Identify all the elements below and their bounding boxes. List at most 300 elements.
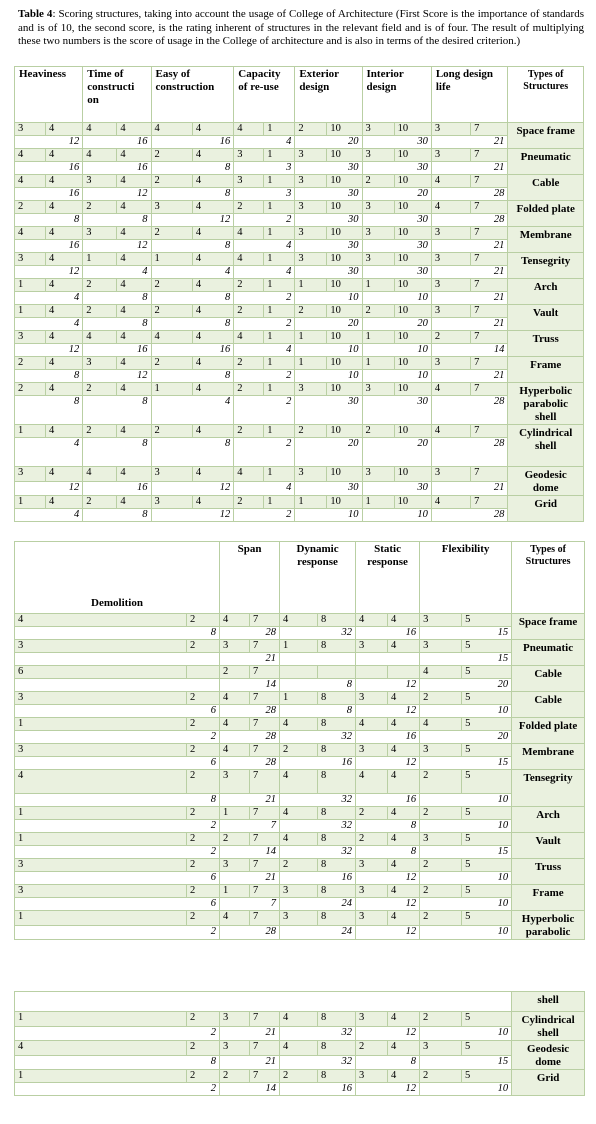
result-score: 21 bbox=[220, 872, 280, 885]
standard-score: 2 bbox=[234, 201, 264, 214]
structure-type: Frame bbox=[512, 885, 585, 911]
scoring-table-1 bbox=[14, 66, 584, 522]
standard-score: 3 bbox=[220, 1041, 250, 1056]
result-score: 8 bbox=[280, 679, 356, 692]
standard-score: 2 bbox=[420, 1070, 462, 1083]
result-score: 32 bbox=[280, 1026, 356, 1041]
demolition-result: 2 bbox=[15, 846, 220, 859]
standard-score: 3 bbox=[362, 383, 394, 396]
standard-score: 2 bbox=[420, 807, 462, 820]
rating-score: 10 bbox=[394, 149, 431, 162]
demolition-rating: 2 bbox=[187, 640, 220, 653]
rating-score: 7 bbox=[250, 614, 280, 627]
rating-score: 7 bbox=[250, 770, 280, 794]
result-score: 12 bbox=[83, 188, 151, 201]
demolition-standard: 1 bbox=[15, 1012, 187, 1027]
standard-score: 1 bbox=[362, 331, 394, 344]
standard-score: 1 bbox=[362, 279, 394, 292]
result-score: 12 bbox=[151, 481, 234, 496]
demolition-result: 2 bbox=[15, 925, 220, 940]
rating-score: 10 bbox=[327, 331, 362, 344]
standard-score: 4 bbox=[83, 123, 117, 136]
rating-score: 1 bbox=[264, 201, 295, 214]
rating-score: 10 bbox=[394, 201, 431, 214]
result-score: 20 bbox=[420, 679, 512, 692]
demolition-standard: 4 bbox=[15, 614, 187, 627]
rating-score: 4 bbox=[192, 357, 233, 370]
rating-score: 10 bbox=[327, 123, 362, 136]
result-score: 21 bbox=[220, 1026, 280, 1041]
result-score: 3 bbox=[234, 162, 295, 175]
result-score: 4 bbox=[234, 266, 295, 279]
standard-score: 2 bbox=[220, 1070, 250, 1083]
standard-score: 1 bbox=[280, 692, 318, 705]
rating-score: 1 bbox=[264, 357, 295, 370]
result-score: 3 bbox=[234, 188, 295, 201]
standard-score: 3 bbox=[362, 149, 394, 162]
result-score: 16 bbox=[15, 162, 83, 175]
rating-score: 7 bbox=[250, 1070, 280, 1083]
result-score: 16 bbox=[151, 136, 234, 149]
result-score: 4 bbox=[234, 344, 295, 357]
rating-score: 8 bbox=[318, 1041, 356, 1056]
rating-score: 7 bbox=[250, 718, 280, 731]
rating-score: 10 bbox=[327, 496, 362, 509]
standard-score: 3 bbox=[15, 467, 46, 482]
result-score: 28 bbox=[431, 509, 508, 522]
rating-score: 5 bbox=[462, 1012, 512, 1027]
demolition-rating: 2 bbox=[187, 859, 220, 872]
column-header: Heaviness bbox=[15, 67, 83, 123]
result-score: 28 bbox=[220, 757, 280, 770]
rating-score: 10 bbox=[394, 357, 431, 370]
result-score: 20 bbox=[295, 318, 362, 331]
standard-score: 4 bbox=[431, 496, 470, 509]
result-score: 4 bbox=[151, 396, 234, 425]
structure-type: Space frame bbox=[512, 614, 585, 640]
rating-score: 1 bbox=[264, 467, 295, 482]
standard-score: 4 bbox=[220, 744, 250, 757]
standard-score: 2 bbox=[83, 201, 117, 214]
standard-score: 2 bbox=[234, 305, 264, 318]
structure-type: Truss bbox=[512, 859, 585, 885]
standard-score: 2 bbox=[295, 425, 327, 438]
result-score: 10 bbox=[420, 925, 512, 940]
rating-score: 4 bbox=[46, 467, 83, 482]
rating-score: 5 bbox=[462, 614, 512, 627]
rating-score: 4 bbox=[117, 357, 151, 370]
standard-score: 4 bbox=[151, 331, 192, 344]
rating-score: 10 bbox=[394, 279, 431, 292]
result-score: 10 bbox=[420, 794, 512, 807]
demolition-standard: 3 bbox=[15, 859, 187, 872]
standard-score: 4 bbox=[280, 614, 318, 627]
standard-score: 2 bbox=[234, 496, 264, 509]
standard-score: 3 bbox=[356, 885, 388, 898]
standard-score: 3 bbox=[356, 911, 388, 926]
result-score: 15 bbox=[420, 653, 512, 666]
result-score: 8 bbox=[356, 1055, 420, 1070]
standard-score: 4 bbox=[280, 718, 318, 731]
result-score: 4 bbox=[151, 266, 234, 279]
standard-score: 4 bbox=[220, 718, 250, 731]
result-score: 12 bbox=[15, 266, 83, 279]
result-score: 10 bbox=[420, 898, 512, 911]
structure-type: Cable bbox=[512, 666, 585, 692]
rating-score: 7 bbox=[471, 383, 508, 396]
column-header: Long design life bbox=[431, 67, 508, 123]
rating-score: 4 bbox=[192, 253, 233, 266]
result-score: 4 bbox=[83, 266, 151, 279]
rating-score: 4 bbox=[192, 383, 233, 396]
rating-score: 5 bbox=[462, 666, 512, 679]
standard-score: 2 bbox=[83, 383, 117, 396]
rating-score: 7 bbox=[250, 911, 280, 926]
rating-score: 8 bbox=[318, 1070, 356, 1083]
demolition-result: 8 bbox=[15, 1055, 220, 1070]
result-score: 10 bbox=[295, 509, 362, 522]
column-header: Static response bbox=[356, 542, 420, 614]
standard-score: 3 bbox=[220, 640, 250, 653]
rating-score: 5 bbox=[462, 859, 512, 872]
result-score: 21 bbox=[431, 266, 508, 279]
result-score: 2 bbox=[234, 509, 295, 522]
standard-score: 1 bbox=[295, 357, 327, 370]
standard-score: 3 bbox=[356, 640, 388, 653]
rating-score: 10 bbox=[394, 331, 431, 344]
demolition-result: 6 bbox=[15, 757, 220, 770]
structure-type: Vault bbox=[512, 833, 585, 859]
rating-score: 4 bbox=[192, 279, 233, 292]
standard-score: 4 bbox=[15, 149, 46, 162]
rating-score: 5 bbox=[462, 640, 512, 653]
standard-score: 2 bbox=[420, 692, 462, 705]
structure-type: Tensegrity bbox=[512, 770, 585, 807]
standard-score: 2 bbox=[151, 425, 192, 438]
standard-score: 3 bbox=[431, 305, 470, 318]
rating-score: 5 bbox=[462, 770, 512, 794]
standard-score: 2 bbox=[15, 383, 46, 396]
demolition-rating: 2 bbox=[187, 692, 220, 705]
result-score: 16 bbox=[280, 872, 356, 885]
standard-score: 2 bbox=[420, 911, 462, 926]
standard-score: 2 bbox=[151, 357, 192, 370]
rating-score: 7 bbox=[471, 357, 508, 370]
result-score: 12 bbox=[15, 481, 83, 496]
result-score: 12 bbox=[15, 136, 83, 149]
rating-score: 4 bbox=[192, 425, 233, 438]
result-score: 20 bbox=[362, 318, 431, 331]
result-score: 32 bbox=[280, 820, 356, 833]
standard-score: 4 bbox=[220, 614, 250, 627]
result-score bbox=[356, 653, 420, 666]
result-score: 4 bbox=[15, 292, 83, 305]
rating-score: 5 bbox=[462, 692, 512, 705]
rating-score: 4 bbox=[46, 201, 83, 214]
result-score: 28 bbox=[431, 396, 508, 425]
rating-score: 10 bbox=[394, 383, 431, 396]
standard-score: 3 bbox=[431, 279, 470, 292]
standard-score: 1 bbox=[151, 253, 192, 266]
result-score: 20 bbox=[420, 731, 512, 744]
result-score: 12 bbox=[356, 757, 420, 770]
standard-score: 2 bbox=[151, 149, 192, 162]
standard-score: 1 bbox=[83, 253, 117, 266]
result-score: 24 bbox=[280, 898, 356, 911]
demolition-rating: 2 bbox=[187, 833, 220, 846]
result-score: 16 bbox=[280, 757, 356, 770]
standard-score: 3 bbox=[431, 467, 470, 482]
rating-score: 4 bbox=[192, 175, 233, 188]
standard-score: 2 bbox=[83, 496, 117, 509]
standard-score: 3 bbox=[356, 1070, 388, 1083]
rating-score: 10 bbox=[327, 305, 362, 318]
result-score: 16 bbox=[151, 344, 234, 357]
rating-score: 1 bbox=[264, 227, 295, 240]
demolition-result: 6 bbox=[15, 705, 220, 718]
demolition-rating: 2 bbox=[187, 1070, 220, 1083]
standard-score: 1 bbox=[295, 279, 327, 292]
rating-score: 7 bbox=[471, 149, 508, 162]
demolition-result: 8 bbox=[15, 794, 220, 807]
rating-score: 4 bbox=[388, 692, 420, 705]
result-score: 8 bbox=[83, 438, 151, 467]
demolition-standard: 1 bbox=[15, 718, 187, 731]
standard-score: 4 bbox=[420, 718, 462, 731]
standard-score: 2 bbox=[362, 305, 394, 318]
result-score: 14 bbox=[220, 679, 280, 692]
demolition-result: 8 bbox=[15, 627, 220, 640]
standard-score: 3 bbox=[356, 692, 388, 705]
rating-score: 4 bbox=[117, 201, 151, 214]
structure-type: Pneumatic bbox=[508, 149, 584, 175]
rating-score: 10 bbox=[327, 253, 362, 266]
rating-score: 5 bbox=[462, 885, 512, 898]
rating-score: 1 bbox=[264, 279, 295, 292]
result-score: 8 bbox=[15, 370, 83, 383]
rating-score: 8 bbox=[318, 744, 356, 757]
result-score: 4 bbox=[234, 481, 295, 496]
rating-score: 4 bbox=[192, 331, 233, 344]
rating-score: 8 bbox=[318, 718, 356, 731]
rating-score: 7 bbox=[471, 467, 508, 482]
result-score: 28 bbox=[220, 705, 280, 718]
rating-score: 1 bbox=[264, 383, 295, 396]
column-header: Demolition bbox=[15, 542, 220, 614]
demolition-rating: 2 bbox=[187, 718, 220, 731]
rating-score: 7 bbox=[471, 305, 508, 318]
standard-score: 2 bbox=[420, 1012, 462, 1027]
result-score: 12 bbox=[356, 898, 420, 911]
standard-score: 3 bbox=[295, 201, 327, 214]
rating-score: 4 bbox=[46, 496, 83, 509]
rating-score: 10 bbox=[327, 175, 362, 188]
result-score: 8 bbox=[83, 509, 151, 522]
demolition-rating: 2 bbox=[187, 1041, 220, 1056]
standard-score: 4 bbox=[151, 123, 192, 136]
rating-score: 10 bbox=[327, 227, 362, 240]
standard-score: 1 bbox=[295, 496, 327, 509]
standard-score: 1 bbox=[362, 496, 394, 509]
table-caption bbox=[18, 8, 584, 49]
standard-score: 4 bbox=[15, 175, 46, 188]
standard-score: 3 bbox=[362, 467, 394, 482]
rating-score: 1 bbox=[264, 175, 295, 188]
rating-score: 4 bbox=[388, 1041, 420, 1056]
standard-score bbox=[356, 666, 388, 679]
spacer-cell bbox=[15, 992, 512, 1012]
result-score: 30 bbox=[295, 240, 362, 253]
standard-score: 2 bbox=[234, 383, 264, 396]
rating-score: 5 bbox=[462, 744, 512, 757]
standard-score: 3 bbox=[15, 123, 46, 136]
standard-score: 2 bbox=[220, 833, 250, 846]
result-score: 21 bbox=[220, 1055, 280, 1070]
result-score: 16 bbox=[356, 794, 420, 807]
rating-score: 4 bbox=[192, 305, 233, 318]
result-score: 30 bbox=[295, 188, 362, 201]
result-score: 32 bbox=[280, 1055, 356, 1070]
rating-score: 10 bbox=[327, 279, 362, 292]
rating-score: 8 bbox=[318, 885, 356, 898]
structure-type: Geodesic dome bbox=[508, 467, 584, 496]
demolition-result bbox=[15, 653, 220, 666]
standard-score: 4 bbox=[83, 149, 117, 162]
result-score: 21 bbox=[431, 370, 508, 383]
rating-score: 4 bbox=[117, 425, 151, 438]
standard-score: 2 bbox=[151, 279, 192, 292]
structure-type: Cylindrical shell bbox=[512, 1012, 585, 1041]
rating-score: 7 bbox=[250, 1041, 280, 1056]
standard-score: 3 bbox=[431, 227, 470, 240]
standard-score: 2 bbox=[234, 425, 264, 438]
rating-score: 4 bbox=[46, 357, 83, 370]
rating-score: 4 bbox=[192, 467, 233, 482]
standard-score: 2 bbox=[280, 744, 318, 757]
standard-score: 3 bbox=[220, 1012, 250, 1027]
rating-score: 8 bbox=[318, 770, 356, 794]
rating-score: 4 bbox=[46, 123, 83, 136]
result-score: 30 bbox=[362, 266, 431, 279]
standard-score: 3 bbox=[234, 149, 264, 162]
demolition-standard: 1 bbox=[15, 807, 187, 820]
result-score: 12 bbox=[356, 705, 420, 718]
result-score: 32 bbox=[280, 846, 356, 859]
standard-score: 4 bbox=[234, 227, 264, 240]
rating-score: 4 bbox=[46, 279, 83, 292]
standard-score: 3 bbox=[362, 123, 394, 136]
rating-score: 4 bbox=[388, 770, 420, 794]
rating-score: 7 bbox=[250, 833, 280, 846]
result-score: 8 bbox=[83, 396, 151, 425]
standard-score: 3 bbox=[362, 227, 394, 240]
demolition-rating: 2 bbox=[187, 614, 220, 627]
standard-score: 4 bbox=[280, 807, 318, 820]
rating-score: 5 bbox=[462, 911, 512, 926]
result-score: 21 bbox=[220, 794, 280, 807]
rating-score: 7 bbox=[471, 279, 508, 292]
rating-score: 8 bbox=[318, 911, 356, 926]
rating-score: 4 bbox=[388, 885, 420, 898]
demolition-standard: 3 bbox=[15, 744, 187, 757]
standard-score: 1 bbox=[15, 279, 46, 292]
result-score: 8 bbox=[83, 292, 151, 305]
structure-type: Grid bbox=[512, 1070, 585, 1096]
standard-score: 4 bbox=[234, 467, 264, 482]
standard-score: 3 bbox=[15, 253, 46, 266]
structure-type: Folded plate bbox=[512, 718, 585, 744]
result-score: 7 bbox=[220, 898, 280, 911]
result-score: 28 bbox=[431, 438, 508, 467]
result-score: 14 bbox=[220, 846, 280, 859]
result-score: 12 bbox=[15, 344, 83, 357]
rating-score: 4 bbox=[192, 149, 233, 162]
demolition-standard: 6 bbox=[15, 666, 187, 679]
rating-score: 7 bbox=[250, 666, 280, 679]
result-score: 20 bbox=[362, 438, 431, 467]
standard-score: 4 bbox=[431, 383, 470, 396]
structure-type: Truss bbox=[508, 331, 584, 357]
standard-score: 2 bbox=[15, 201, 46, 214]
rating-score: 4 bbox=[388, 1070, 420, 1083]
result-score: 15 bbox=[420, 627, 512, 640]
result-score: 24 bbox=[280, 925, 356, 940]
standard-score: 2 bbox=[280, 859, 318, 872]
rating-score: 5 bbox=[462, 833, 512, 846]
rating-score: 4 bbox=[388, 614, 420, 627]
result-score: 10 bbox=[420, 705, 512, 718]
result-score: 15 bbox=[420, 846, 512, 859]
standard-score: 2 bbox=[83, 279, 117, 292]
result-score: 12 bbox=[83, 370, 151, 383]
standard-score: 2 bbox=[295, 123, 327, 136]
rating-score: 10 bbox=[394, 305, 431, 318]
standard-score: 3 bbox=[151, 201, 192, 214]
result-score: 30 bbox=[295, 266, 362, 279]
rating-score: 4 bbox=[192, 496, 233, 509]
result-score: 28 bbox=[431, 188, 508, 201]
rating-score: 7 bbox=[471, 425, 508, 438]
result-score: 21 bbox=[431, 292, 508, 305]
rating-score: 4 bbox=[388, 859, 420, 872]
rating-score: 1 bbox=[264, 305, 295, 318]
rating-score: 1 bbox=[264, 331, 295, 344]
rating-score: 10 bbox=[394, 175, 431, 188]
rating-score: 4 bbox=[192, 123, 233, 136]
rating-score: 4 bbox=[117, 331, 151, 344]
structure-type: Membrane bbox=[512, 744, 585, 770]
rating-score: 7 bbox=[471, 253, 508, 266]
standard-score: 4 bbox=[356, 614, 388, 627]
result-score: 21 bbox=[220, 653, 280, 666]
standard-score: 4 bbox=[234, 253, 264, 266]
structure-type: Cylindrical shell bbox=[508, 425, 584, 467]
rating-score: 4 bbox=[117, 227, 151, 240]
standard-score: 4 bbox=[280, 833, 318, 846]
standard-score: 3 bbox=[295, 175, 327, 188]
result-score: 16 bbox=[83, 344, 151, 357]
demolition-rating: 2 bbox=[187, 1012, 220, 1027]
result-score: 10 bbox=[362, 344, 431, 357]
rating-score: 8 bbox=[318, 640, 356, 653]
standard-score: 4 bbox=[220, 911, 250, 926]
standard-score: 3 bbox=[431, 357, 470, 370]
rating-score: 7 bbox=[471, 227, 508, 240]
rating-score: 7 bbox=[471, 123, 508, 136]
demolition-rating: 2 bbox=[187, 885, 220, 898]
result-score: 21 bbox=[431, 240, 508, 253]
rating-score: 4 bbox=[46, 175, 83, 188]
